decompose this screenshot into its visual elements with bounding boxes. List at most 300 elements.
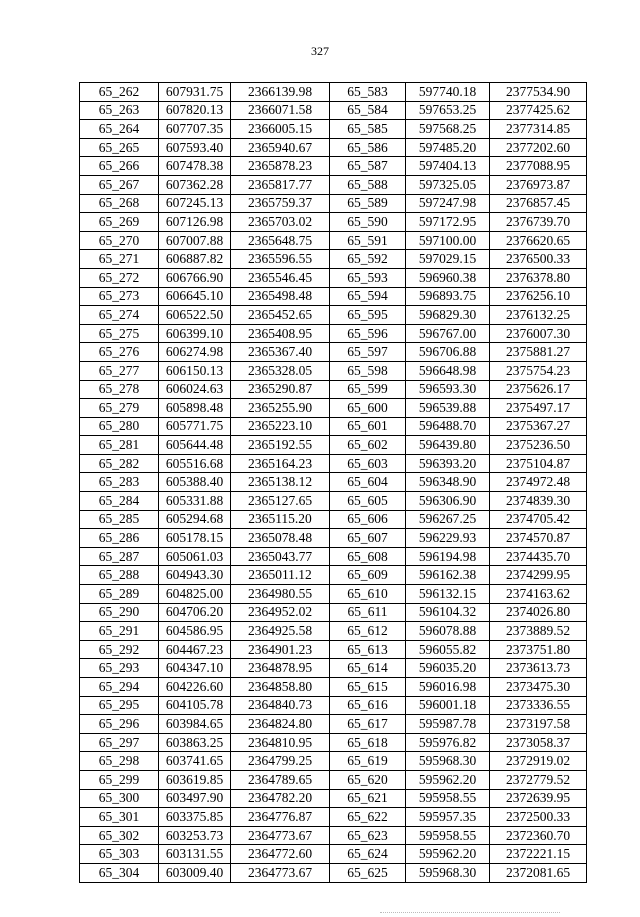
x-coordinate-right-cell: 597325.05 (406, 175, 490, 194)
x-coordinate-left-cell: 607707.35 (159, 120, 231, 139)
y-coordinate-right-cell: 2374839.30 (490, 492, 587, 511)
point-id-left-cell: 65_294 (80, 678, 159, 697)
point-id-left-cell: 65_277 (80, 361, 159, 380)
point-id-right-cell: 65_595 (330, 306, 406, 325)
x-coordinate-left-cell: 606887.82 (159, 250, 231, 269)
point-id-right-cell: 65_610 (330, 585, 406, 604)
table-row (80, 752, 587, 771)
point-id-right-cell: 65_590 (330, 213, 406, 232)
x-coordinate-right-cell: 596104.32 (406, 603, 490, 622)
page-number: 327 (311, 44, 329, 58)
x-coordinate-left-cell: 603984.65 (159, 715, 231, 734)
point-id-right-cell: 65_609 (330, 566, 406, 585)
point-id-left-cell: 65_298 (80, 752, 159, 771)
y-coordinate-left-cell: 2365759.37 (231, 194, 330, 213)
y-coordinate-left-cell: 2365940.67 (231, 138, 330, 157)
point-id-left-cell: 65_290 (80, 603, 159, 622)
table-row (80, 566, 587, 585)
table-row (80, 603, 587, 622)
x-coordinate-right-cell: 596001.18 (406, 696, 490, 715)
y-coordinate-right-cell: 2374972.48 (490, 473, 587, 492)
y-coordinate-right-cell: 2372360.70 (490, 826, 587, 845)
point-id-right-cell: 65_588 (330, 175, 406, 194)
x-coordinate-left-cell: 605644.48 (159, 436, 231, 455)
coordinates-table-body (80, 83, 587, 883)
x-coordinate-right-cell: 597029.15 (406, 250, 490, 269)
x-coordinate-right-cell: 596306.90 (406, 492, 490, 511)
y-coordinate-left-cell: 2364810.95 (231, 733, 330, 752)
table-row (80, 808, 587, 827)
point-id-right-cell: 65_611 (330, 603, 406, 622)
y-coordinate-left-cell: 2365078.48 (231, 529, 330, 548)
y-coordinate-right-cell: 2375236.50 (490, 436, 587, 455)
y-coordinate-right-cell: 2376256.10 (490, 287, 587, 306)
table-row (80, 640, 587, 659)
y-coordinate-right-cell: 2372500.33 (490, 808, 587, 827)
x-coordinate-left-cell: 605898.48 (159, 399, 231, 418)
y-coordinate-right-cell: 2376378.80 (490, 268, 587, 287)
y-coordinate-right-cell: 2375881.27 (490, 343, 587, 362)
x-coordinate-right-cell: 596393.20 (406, 454, 490, 473)
point-id-right-cell: 65_612 (330, 622, 406, 641)
x-coordinate-left-cell: 605771.75 (159, 417, 231, 436)
point-id-right-cell: 65_615 (330, 678, 406, 697)
y-coordinate-right-cell: 2374026.80 (490, 603, 587, 622)
y-coordinate-right-cell: 2376973.87 (490, 175, 587, 194)
point-id-left-cell: 65_300 (80, 789, 159, 808)
y-coordinate-left-cell: 2365817.77 (231, 175, 330, 194)
x-coordinate-left-cell: 603497.90 (159, 789, 231, 808)
y-coordinate-left-cell: 2366005.15 (231, 120, 330, 139)
y-coordinate-right-cell: 2375497.17 (490, 399, 587, 418)
point-id-left-cell: 65_304 (80, 863, 159, 882)
x-coordinate-left-cell: 603131.55 (159, 845, 231, 864)
y-coordinate-right-cell: 2376500.33 (490, 250, 587, 269)
table-row (80, 157, 587, 176)
point-id-right-cell: 65_613 (330, 640, 406, 659)
y-coordinate-left-cell: 2365452.65 (231, 306, 330, 325)
x-coordinate-left-cell: 604105.78 (159, 696, 231, 715)
table-row (80, 733, 587, 752)
y-coordinate-right-cell: 2375104.87 (490, 454, 587, 473)
point-id-right-cell: 65_583 (330, 83, 406, 102)
y-coordinate-right-cell: 2376620.65 (490, 231, 587, 250)
point-id-right-cell: 65_623 (330, 826, 406, 845)
point-id-right-cell: 65_620 (330, 770, 406, 789)
point-id-right-cell: 65_616 (330, 696, 406, 715)
x-coordinate-right-cell: 596829.30 (406, 306, 490, 325)
y-coordinate-right-cell: 2377202.60 (490, 138, 587, 157)
y-coordinate-right-cell: 2377088.95 (490, 157, 587, 176)
point-id-right-cell: 65_603 (330, 454, 406, 473)
point-id-left-cell: 65_272 (80, 268, 159, 287)
x-coordinate-right-cell: 595976.82 (406, 733, 490, 752)
point-id-right-cell: 65_621 (330, 789, 406, 808)
point-id-left-cell: 65_289 (80, 585, 159, 604)
point-id-left-cell: 65_278 (80, 380, 159, 399)
point-id-left-cell: 65_281 (80, 436, 159, 455)
x-coordinate-right-cell: 597172.95 (406, 213, 490, 232)
point-id-left-cell: 65_273 (80, 287, 159, 306)
y-coordinate-right-cell: 2373613.73 (490, 659, 587, 678)
x-coordinate-right-cell: 596055.82 (406, 640, 490, 659)
point-id-left-cell: 65_269 (80, 213, 159, 232)
table-row (80, 120, 587, 139)
point-id-right-cell: 65_586 (330, 138, 406, 157)
y-coordinate-left-cell: 2364858.80 (231, 678, 330, 697)
y-coordinate-right-cell: 2373336.55 (490, 696, 587, 715)
point-id-left-cell: 65_291 (80, 622, 159, 641)
table-row (80, 138, 587, 157)
x-coordinate-left-cell: 604467.23 (159, 640, 231, 659)
x-coordinate-left-cell: 605178.15 (159, 529, 231, 548)
point-id-right-cell: 65_604 (330, 473, 406, 492)
point-id-left-cell: 65_286 (80, 529, 159, 548)
x-coordinate-right-cell: 596593.30 (406, 380, 490, 399)
y-coordinate-left-cell: 2364773.67 (231, 863, 330, 882)
y-coordinate-right-cell: 2376739.70 (490, 213, 587, 232)
table-row (80, 101, 587, 120)
y-coordinate-right-cell: 2375754.23 (490, 361, 587, 380)
x-coordinate-left-cell: 603009.40 (159, 863, 231, 882)
table-row (80, 454, 587, 473)
table-row (80, 547, 587, 566)
y-coordinate-left-cell: 2365290.87 (231, 380, 330, 399)
y-coordinate-left-cell: 2365546.45 (231, 268, 330, 287)
x-coordinate-left-cell: 606274.98 (159, 343, 231, 362)
point-id-right-cell: 65_597 (330, 343, 406, 362)
y-coordinate-left-cell: 2365703.02 (231, 213, 330, 232)
point-id-right-cell: 65_594 (330, 287, 406, 306)
table-row (80, 175, 587, 194)
y-coordinate-left-cell: 2364799.25 (231, 752, 330, 771)
y-coordinate-right-cell: 2374299.95 (490, 566, 587, 585)
y-coordinate-left-cell: 2364901.23 (231, 640, 330, 659)
y-coordinate-left-cell: 2365328.05 (231, 361, 330, 380)
y-coordinate-right-cell: 2377314.85 (490, 120, 587, 139)
table-row (80, 696, 587, 715)
y-coordinate-left-cell: 2365127.65 (231, 492, 330, 511)
x-coordinate-left-cell: 603253.73 (159, 826, 231, 845)
point-id-left-cell: 65_295 (80, 696, 159, 715)
point-id-right-cell: 65_598 (330, 361, 406, 380)
y-coordinate-right-cell: 2377425.62 (490, 101, 587, 120)
x-coordinate-left-cell: 607931.75 (159, 83, 231, 102)
x-coordinate-right-cell: 597404.13 (406, 157, 490, 176)
y-coordinate-right-cell: 2375367.27 (490, 417, 587, 436)
y-coordinate-left-cell: 2365878.23 (231, 157, 330, 176)
table-row (80, 324, 587, 343)
x-coordinate-left-cell: 605388.40 (159, 473, 231, 492)
table-row (80, 250, 587, 269)
x-coordinate-left-cell: 603863.25 (159, 733, 231, 752)
point-id-right-cell: 65_591 (330, 231, 406, 250)
y-coordinate-right-cell: 2377534.90 (490, 83, 587, 102)
x-coordinate-right-cell: 596078.88 (406, 622, 490, 641)
y-coordinate-left-cell: 2364952.02 (231, 603, 330, 622)
y-coordinate-left-cell: 2364776.87 (231, 808, 330, 827)
y-coordinate-left-cell: 2364773.67 (231, 826, 330, 845)
y-coordinate-left-cell: 2365138.12 (231, 473, 330, 492)
point-id-right-cell: 65_614 (330, 659, 406, 678)
y-coordinate-right-cell: 2374570.87 (490, 529, 587, 548)
table-row (80, 213, 587, 232)
x-coordinate-left-cell: 606645.10 (159, 287, 231, 306)
x-coordinate-right-cell: 595962.20 (406, 770, 490, 789)
y-coordinate-right-cell: 2373197.58 (490, 715, 587, 734)
y-coordinate-right-cell: 2372779.52 (490, 770, 587, 789)
y-coordinate-right-cell: 2375626.17 (490, 380, 587, 399)
x-coordinate-right-cell: 596162.38 (406, 566, 490, 585)
x-coordinate-left-cell: 606024.63 (159, 380, 231, 399)
x-coordinate-right-cell: 597485.20 (406, 138, 490, 157)
table-row (80, 789, 587, 808)
x-coordinate-right-cell: 596488.70 (406, 417, 490, 436)
y-coordinate-right-cell: 2376132.25 (490, 306, 587, 325)
point-id-left-cell: 65_293 (80, 659, 159, 678)
y-coordinate-left-cell: 2365223.10 (231, 417, 330, 436)
point-id-right-cell: 65_587 (330, 157, 406, 176)
x-coordinate-left-cell: 604347.10 (159, 659, 231, 678)
x-coordinate-left-cell: 603619.85 (159, 770, 231, 789)
x-coordinate-right-cell: 595957.35 (406, 808, 490, 827)
x-coordinate-right-cell: 595962.20 (406, 845, 490, 864)
table-row (80, 417, 587, 436)
point-id-left-cell: 65_274 (80, 306, 159, 325)
x-coordinate-right-cell: 596439.80 (406, 436, 490, 455)
point-id-right-cell: 65_618 (330, 733, 406, 752)
x-coordinate-right-cell: 597100.00 (406, 231, 490, 250)
point-id-left-cell: 65_301 (80, 808, 159, 827)
table-row (80, 231, 587, 250)
x-coordinate-right-cell: 596767.00 (406, 324, 490, 343)
x-coordinate-left-cell: 607478.38 (159, 157, 231, 176)
x-coordinate-right-cell: 596706.88 (406, 343, 490, 362)
point-id-left-cell: 65_270 (80, 231, 159, 250)
point-id-right-cell: 65_584 (330, 101, 406, 120)
x-coordinate-right-cell: 596960.38 (406, 268, 490, 287)
point-id-right-cell: 65_592 (330, 250, 406, 269)
point-id-left-cell: 65_284 (80, 492, 159, 511)
x-coordinate-left-cell: 607820.13 (159, 101, 231, 120)
table-row (80, 399, 587, 418)
x-coordinate-right-cell: 597247.98 (406, 194, 490, 213)
y-coordinate-right-cell: 2374435.70 (490, 547, 587, 566)
y-coordinate-left-cell: 2364840.73 (231, 696, 330, 715)
table-row (80, 510, 587, 529)
x-coordinate-left-cell: 604226.60 (159, 678, 231, 697)
table-row (80, 306, 587, 325)
point-id-left-cell: 65_275 (80, 324, 159, 343)
x-coordinate-right-cell: 596016.98 (406, 678, 490, 697)
point-id-right-cell: 65_593 (330, 268, 406, 287)
x-coordinate-left-cell: 605331.88 (159, 492, 231, 511)
scan-artifact (380, 912, 560, 914)
y-coordinate-left-cell: 2366139.98 (231, 83, 330, 102)
x-coordinate-left-cell: 604706.20 (159, 603, 231, 622)
y-coordinate-left-cell: 2365043.77 (231, 547, 330, 566)
point-id-right-cell: 65_607 (330, 529, 406, 548)
x-coordinate-left-cell: 607593.40 (159, 138, 231, 157)
point-id-right-cell: 65_624 (330, 845, 406, 864)
point-id-left-cell: 65_264 (80, 120, 159, 139)
point-id-right-cell: 65_599 (330, 380, 406, 399)
point-id-left-cell: 65_297 (80, 733, 159, 752)
point-id-left-cell: 65_303 (80, 845, 159, 864)
point-id-right-cell: 65_617 (330, 715, 406, 734)
table-row (80, 287, 587, 306)
point-id-left-cell: 65_292 (80, 640, 159, 659)
y-coordinate-left-cell: 2364925.58 (231, 622, 330, 641)
point-id-left-cell: 65_280 (80, 417, 159, 436)
x-coordinate-right-cell: 596348.90 (406, 473, 490, 492)
point-id-left-cell: 65_299 (80, 770, 159, 789)
y-coordinate-right-cell: 2373889.52 (490, 622, 587, 641)
table-row (80, 845, 587, 864)
y-coordinate-left-cell: 2365164.23 (231, 454, 330, 473)
x-coordinate-left-cell: 607245.13 (159, 194, 231, 213)
point-id-left-cell: 65_267 (80, 175, 159, 194)
table-row (80, 863, 587, 882)
point-id-right-cell: 65_622 (330, 808, 406, 827)
y-coordinate-right-cell: 2372639.95 (490, 789, 587, 808)
point-id-left-cell: 65_285 (80, 510, 159, 529)
y-coordinate-right-cell: 2372919.02 (490, 752, 587, 771)
x-coordinate-right-cell: 596893.75 (406, 287, 490, 306)
y-coordinate-right-cell: 2376007.30 (490, 324, 587, 343)
point-id-left-cell: 65_302 (80, 826, 159, 845)
point-id-left-cell: 65_283 (80, 473, 159, 492)
x-coordinate-right-cell: 596132.15 (406, 585, 490, 604)
y-coordinate-left-cell: 2364980.55 (231, 585, 330, 604)
y-coordinate-left-cell: 2365648.75 (231, 231, 330, 250)
point-id-left-cell: 65_296 (80, 715, 159, 734)
point-id-left-cell: 65_262 (80, 83, 159, 102)
point-id-right-cell: 65_606 (330, 510, 406, 529)
y-coordinate-left-cell: 2364878.95 (231, 659, 330, 678)
y-coordinate-left-cell: 2365498.48 (231, 287, 330, 306)
x-coordinate-right-cell: 596267.25 (406, 510, 490, 529)
x-coordinate-right-cell: 596539.88 (406, 399, 490, 418)
x-coordinate-left-cell: 606399.10 (159, 324, 231, 343)
point-id-right-cell: 65_601 (330, 417, 406, 436)
y-coordinate-left-cell: 2365367.40 (231, 343, 330, 362)
point-id-right-cell: 65_619 (330, 752, 406, 771)
point-id-right-cell: 65_600 (330, 399, 406, 418)
x-coordinate-left-cell: 605294.68 (159, 510, 231, 529)
x-coordinate-right-cell: 595987.78 (406, 715, 490, 734)
point-id-right-cell: 65_605 (330, 492, 406, 511)
point-id-left-cell: 65_268 (80, 194, 159, 213)
y-coordinate-left-cell: 2365408.95 (231, 324, 330, 343)
table-row (80, 268, 587, 287)
x-coordinate-left-cell: 607126.98 (159, 213, 231, 232)
x-coordinate-right-cell: 596035.20 (406, 659, 490, 678)
point-id-left-cell: 65_263 (80, 101, 159, 120)
y-coordinate-left-cell: 2365255.90 (231, 399, 330, 418)
y-coordinate-left-cell: 2365192.55 (231, 436, 330, 455)
x-coordinate-right-cell: 595958.55 (406, 789, 490, 808)
point-id-left-cell: 65_288 (80, 566, 159, 585)
x-coordinate-right-cell: 597653.25 (406, 101, 490, 120)
table-row (80, 194, 587, 213)
x-coordinate-left-cell: 604943.30 (159, 566, 231, 585)
point-id-right-cell: 65_625 (330, 863, 406, 882)
table-row (80, 585, 587, 604)
point-id-right-cell: 65_585 (330, 120, 406, 139)
x-coordinate-left-cell: 604825.00 (159, 585, 231, 604)
x-coordinate-left-cell: 603741.65 (159, 752, 231, 771)
table-row (80, 659, 587, 678)
y-coordinate-right-cell: 2374705.42 (490, 510, 587, 529)
y-coordinate-right-cell: 2376857.45 (490, 194, 587, 213)
x-coordinate-right-cell: 597568.25 (406, 120, 490, 139)
x-coordinate-left-cell: 604586.95 (159, 622, 231, 641)
y-coordinate-left-cell: 2364782.20 (231, 789, 330, 808)
x-coordinate-right-cell: 596194.98 (406, 547, 490, 566)
point-id-left-cell: 65_279 (80, 399, 159, 418)
y-coordinate-left-cell: 2364772.60 (231, 845, 330, 864)
point-id-right-cell: 65_608 (330, 547, 406, 566)
y-coordinate-right-cell: 2373475.30 (490, 678, 587, 697)
y-coordinate-left-cell: 2365011.12 (231, 566, 330, 585)
x-coordinate-right-cell: 595968.30 (406, 863, 490, 882)
y-coordinate-right-cell: 2373751.80 (490, 640, 587, 659)
point-id-right-cell: 65_589 (330, 194, 406, 213)
x-coordinate-left-cell: 603375.85 (159, 808, 231, 827)
y-coordinate-left-cell: 2365596.55 (231, 250, 330, 269)
x-coordinate-left-cell: 605516.68 (159, 454, 231, 473)
y-coordinate-right-cell: 2372081.65 (490, 863, 587, 882)
y-coordinate-left-cell: 2364789.65 (231, 770, 330, 789)
y-coordinate-left-cell: 2366071.58 (231, 101, 330, 120)
x-coordinate-left-cell: 607007.88 (159, 231, 231, 250)
point-id-left-cell: 65_265 (80, 138, 159, 157)
x-coordinate-left-cell: 606522.50 (159, 306, 231, 325)
coordinates-table (79, 82, 587, 883)
x-coordinate-left-cell: 606150.13 (159, 361, 231, 380)
table-row (80, 436, 587, 455)
y-coordinate-left-cell: 2365115.20 (231, 510, 330, 529)
point-id-left-cell: 65_271 (80, 250, 159, 269)
y-coordinate-right-cell: 2373058.37 (490, 733, 587, 752)
point-id-right-cell: 65_596 (330, 324, 406, 343)
x-coordinate-right-cell: 596229.93 (406, 529, 490, 548)
x-coordinate-left-cell: 606766.90 (159, 268, 231, 287)
x-coordinate-right-cell: 595958.55 (406, 826, 490, 845)
table-row (80, 492, 587, 511)
table-row (80, 529, 587, 548)
table-row (80, 380, 587, 399)
point-id-left-cell: 65_287 (80, 547, 159, 566)
table-row (80, 83, 587, 102)
table-row (80, 343, 587, 362)
point-id-left-cell: 65_276 (80, 343, 159, 362)
table-row (80, 770, 587, 789)
x-coordinate-left-cell: 607362.28 (159, 175, 231, 194)
y-coordinate-right-cell: 2374163.62 (490, 585, 587, 604)
y-coordinate-left-cell: 2364824.80 (231, 715, 330, 734)
table-row (80, 361, 587, 380)
table-row (80, 473, 587, 492)
table-row (80, 826, 587, 845)
table-row (80, 678, 587, 697)
table-row (80, 622, 587, 641)
point-id-right-cell: 65_602 (330, 436, 406, 455)
point-id-left-cell: 65_282 (80, 454, 159, 473)
y-coordinate-right-cell: 2372221.15 (490, 845, 587, 864)
table-row (80, 715, 587, 734)
